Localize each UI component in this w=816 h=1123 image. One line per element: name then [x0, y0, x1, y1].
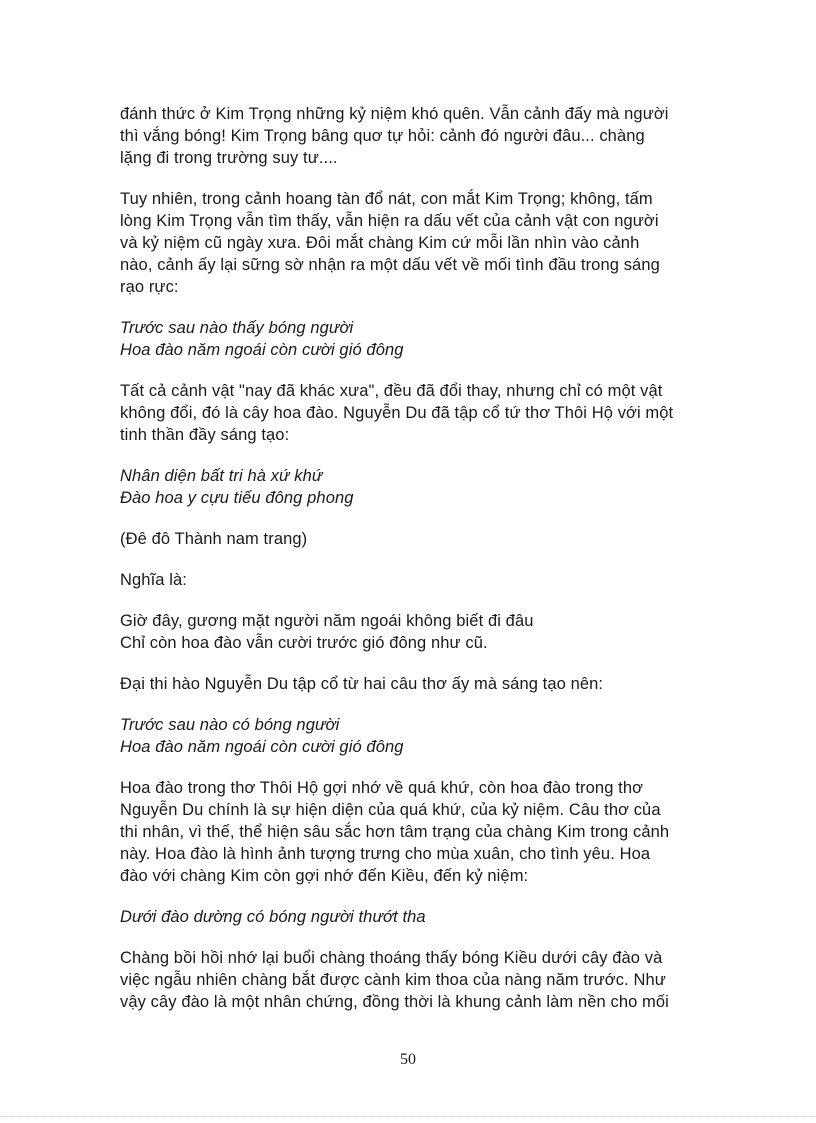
poem-verse	[120, 465, 700, 509]
text-line: lòng Kim Trọng vẫn tìm thấy, vẫn hiện ra dấu vết của cảnh vật con người	[120, 212, 659, 230]
text-line: không đổi, đó là cây hoa đào. Nguyễn Du đã tập cổ tứ thơ Thôi Hộ với một	[120, 404, 674, 422]
text-line: Hoa đào trong thơ Thôi Hộ gợi nhớ về quá khứ, còn hoa đào trong thơ	[120, 779, 644, 797]
text-line: Nghĩa là:	[120, 571, 187, 589]
paragraph	[120, 528, 700, 550]
paragraph	[120, 380, 700, 446]
text-line: Chàng bồi hồi nhớ lại buổi chàng thoáng thấy bóng Kiều dưới cây đào và	[120, 949, 663, 967]
poem-verse	[120, 714, 700, 758]
paragraph	[120, 777, 700, 887]
body-text	[120, 103, 700, 1032]
text-line: này. Hoa đào là hình ảnh tượng trưng cho mùa xuân, cho tình yêu. Hoa	[120, 845, 651, 863]
text-line: Nguyễn Du chính là sự hiện diện của quá khứ, của kỷ niệm. Câu thơ của	[120, 801, 661, 819]
poem-verse	[120, 317, 700, 361]
text-line: Đại thi hào Nguyễn Du tập cổ từ hai câu thơ ấy mà sáng tạo nên:	[120, 675, 604, 693]
text-line: đánh thức ở Kim Trọng những kỷ niệm khó quên. Vẫn cảnh đấy mà người	[120, 105, 669, 123]
paragraph	[120, 188, 700, 298]
text-line: thì vắng bóng! Kim Trọng bâng quơ tự hỏi: cảnh đó người đâu... chàng	[120, 127, 645, 145]
text-line: (Đê đô Thành nam trang)	[120, 530, 308, 548]
verse-line: Trước sau nào có bóng người	[120, 716, 340, 734]
verse-line: Nhân diện bất tri hà xứ khứ	[120, 467, 323, 485]
paragraph	[120, 947, 700, 1013]
text-line: nào, cảnh ấy lại sững sờ nhận ra một dấu vết về mối tình đầu trong sáng	[120, 256, 660, 274]
footer-divider	[0, 1116, 816, 1117]
text-line: tinh thần đầy sáng tạo:	[120, 426, 290, 444]
text-line: Giờ đây, gương mặt người năm ngoái không biết đi đâu	[120, 612, 534, 630]
paragraph	[120, 610, 700, 654]
verse-line: Hoa đào năm ngoái còn cười gió đông	[120, 738, 404, 756]
page-number: 50	[400, 1051, 416, 1068]
text-line: vậy cây đào là một nhân chứng, đồng thời là khung cảnh làm nền cho mối	[120, 993, 669, 1011]
paragraph	[120, 103, 700, 169]
verse-line: Trước sau nào thấy bóng người	[120, 319, 354, 337]
text-line: đào với chàng Kim còn gợi nhớ đến Kiều, đến kỷ niệm:	[120, 867, 529, 885]
paragraph	[120, 673, 700, 695]
paragraph	[120, 569, 700, 591]
text-line: rạo rực:	[120, 278, 179, 296]
text-line: Tuy nhiên, trong cảnh hoang tàn đổ nát, con mắt Kim Trọng; không, tấm	[120, 190, 653, 208]
text-line: thi nhân, vì thế, thể hiện sâu sắc hơn tâm trạng của chàng Kim trong cảnh	[120, 823, 670, 841]
text-line: Tất cả cảnh vật "nay đã khác xưa", đều đã đổi thay, nhưng chỉ có một vật	[120, 382, 663, 400]
verse-line: Hoa đào năm ngoái còn cười gió đông	[120, 341, 404, 359]
text-line: Chỉ còn hoa đào vẫn cười trước gió đông như cũ.	[120, 634, 488, 652]
verse-line: Đào hoa y cựu tiếu đông phong	[120, 489, 354, 507]
text-line: việc ngẫu nhiên chàng bắt được cành kim thoa của nàng năm trước. Như	[120, 971, 666, 989]
text-line: và kỷ niệm cũ ngày xưa. Đôi mắt chàng Kim cứ mỗi lần nhìn vào cảnh	[120, 234, 640, 252]
text-line: lặng đi trong trường suy tư....	[120, 149, 338, 167]
verse-line: Dưới đào dường có bóng người thướt tha	[120, 908, 426, 926]
poem-verse	[120, 906, 700, 928]
